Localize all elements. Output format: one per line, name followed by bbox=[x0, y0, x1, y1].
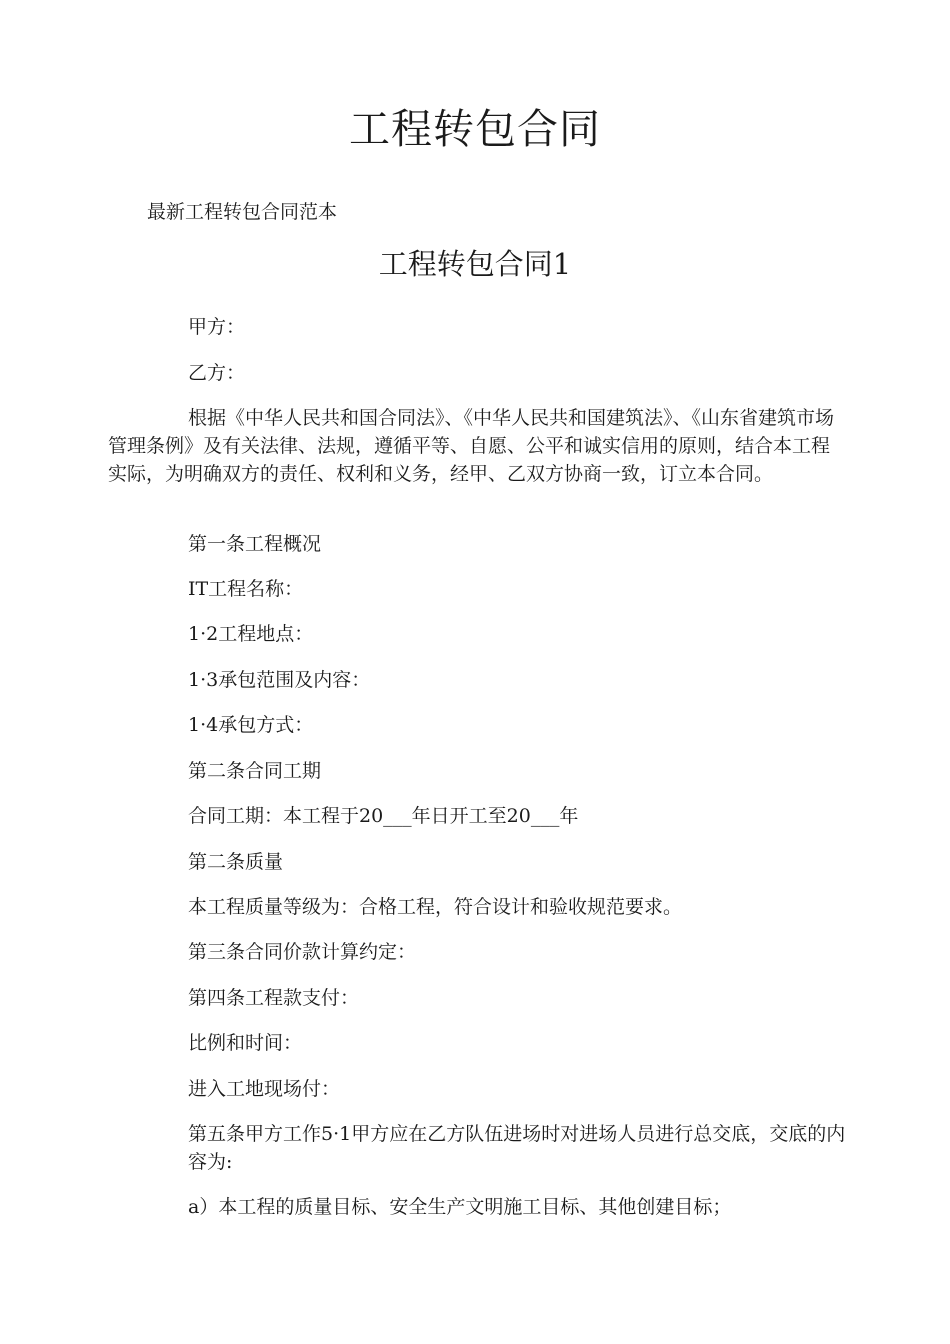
contract-section-title: 工程转包合同1 bbox=[378, 247, 572, 281]
article-5-item-a: a）本工程的质量目标、安全生产文明施工目标、其他创建目标； bbox=[188, 1196, 732, 1218]
article-5-paragraph: 第五条甲方工作5·1甲方应在乙方队伍进场时对进场人员进行总交底，交底的内容为: bbox=[188, 1123, 846, 1173]
document-subtitle: 最新工程转包合同范本 bbox=[147, 201, 338, 223]
item-1-2: 1·2工程地点： bbox=[188, 623, 314, 645]
preamble-paragraph: 根据《中华人民共和国合同法》、《中华人民共和国建筑法》、《山东省建筑市场管理条例》及有关法律、法规，遵循平等、自愿、公平和诚实信用的原则，结合本工程实际，为明确双方的责任、权利和义务，经甲、乙双方协商一致，订立本合同。 bbox=[108, 407, 835, 485]
article-2b-title: 第二条质量 bbox=[188, 851, 284, 873]
item-1-1: IT工程名称： bbox=[188, 578, 304, 600]
article-2-title: 第二条合同工期 bbox=[188, 760, 322, 782]
item-1-3: 1·3承包范围及内容： bbox=[188, 669, 371, 691]
item-1-4: 1·4承包方式： bbox=[188, 714, 314, 736]
article-2b-text: 本工程质量等级为：合格工程，符合设计和验收规范要求。 bbox=[188, 896, 683, 918]
article-1-title: 第一条工程概况 bbox=[188, 533, 322, 555]
article-4-ratio: 比例和时间： bbox=[188, 1032, 303, 1054]
article-3-title: 第三条合同价款计算约定： bbox=[188, 941, 417, 963]
article-4-title: 第四条工程款支付： bbox=[188, 987, 360, 1009]
article-2-text: 合同工期：本工程于20___年日开工至20___年 bbox=[188, 805, 579, 827]
party-a-line: 甲方： bbox=[188, 316, 246, 338]
article-4-entry: 进入工地现场付： bbox=[188, 1078, 341, 1100]
document-title: 工程转包合同 bbox=[349, 105, 601, 153]
party-b-line: 乙方： bbox=[188, 362, 246, 384]
